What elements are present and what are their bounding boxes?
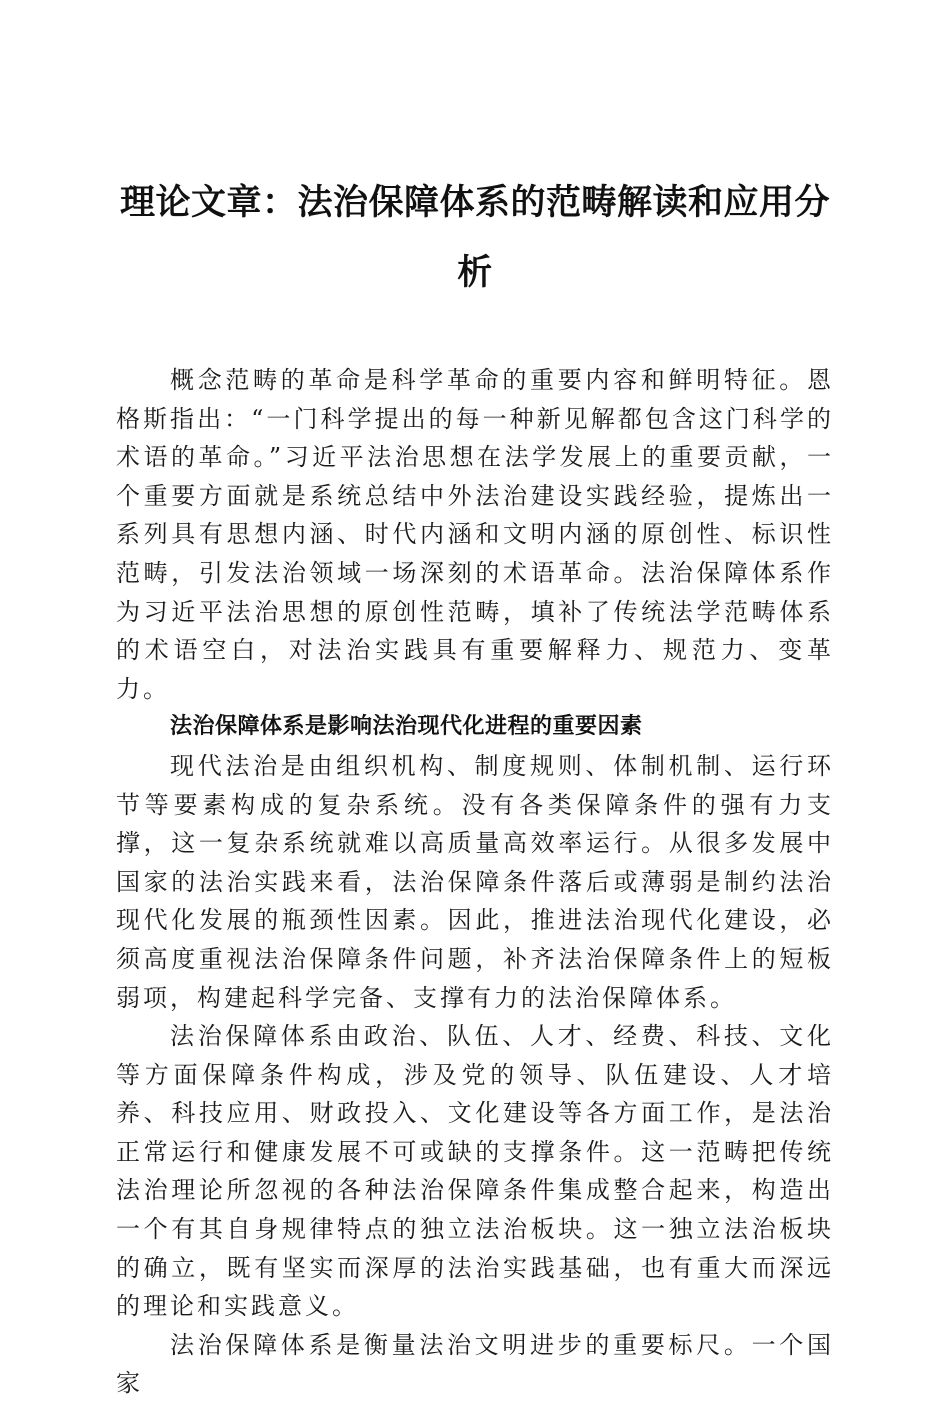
intro-paragraph: 概念范畴的革命是科学革命的重要内容和鲜明特征。恩格斯指出：“一门科学提出的每一种新见解都包含这门科学的术语的革命。”习近平法治思想在法学发展上的重要贡献，一个重要方面就是系统总结中外法治建设实践经验，提炼出一系列具有思想内涵、时代内涵和文明内涵的原创性、标识性范畴，引发法治领域一场深刻的术语革命。法治保障体系作为习近平法治思想的原创性范畴，填补了传统法学范畴体系的术语空白，对法治实践具有重要解释力、规范力、变革力。 bbox=[116, 366, 834, 703]
article-body bbox=[116, 361, 834, 1403]
section-heading: 法治保障体系是影响法治现代化进程的重要因素 bbox=[170, 714, 643, 740]
article-title: 理论文章：法治保障体系的范畴解读和应用分析 bbox=[119, 182, 830, 293]
section-paragraph-2: 法治保障体系由政治、队伍、人才、经费、科技、文化等方面保障条件构成，涉及党的领导、队伍建设、人才培养、科技应用、财政投入、文化建设等各方面工作，是法治正常运行和健康发展不可或缺的支撑条件。这一范畴把传统法治理论所忽视的各种法治保障条件集成整合起来，构造出一个有其自身规律特点的独立法治板块。这一独立法治板块的确立，既有坚实而深厚的法治实践基础，也有重大而深远的理论和实践意义。 bbox=[116, 1022, 834, 1321]
section-paragraph-1: 现代法治是由组织机构、制度规则、体制机制、运行环节等要素构成的复杂系统。没有各类保障条件的强有力支撑，这一复杂系统就难以高质量高效率运行。从很多发展中国家的法治实践来看，法治保障条件落后或薄弱是制约法治现代化发展的瓶颈性因素。因此，推进法治现代化建设，必须高度重视法治保障条件问题，补齐法治保障条件上的短板弱项，构建起科学完备、支撑有力的法治保障体系。 bbox=[116, 751, 834, 1012]
section-paragraph-3: 法治保障体系是衡量法治文明进步的重要标尺。一个国家 bbox=[116, 1330, 834, 1398]
